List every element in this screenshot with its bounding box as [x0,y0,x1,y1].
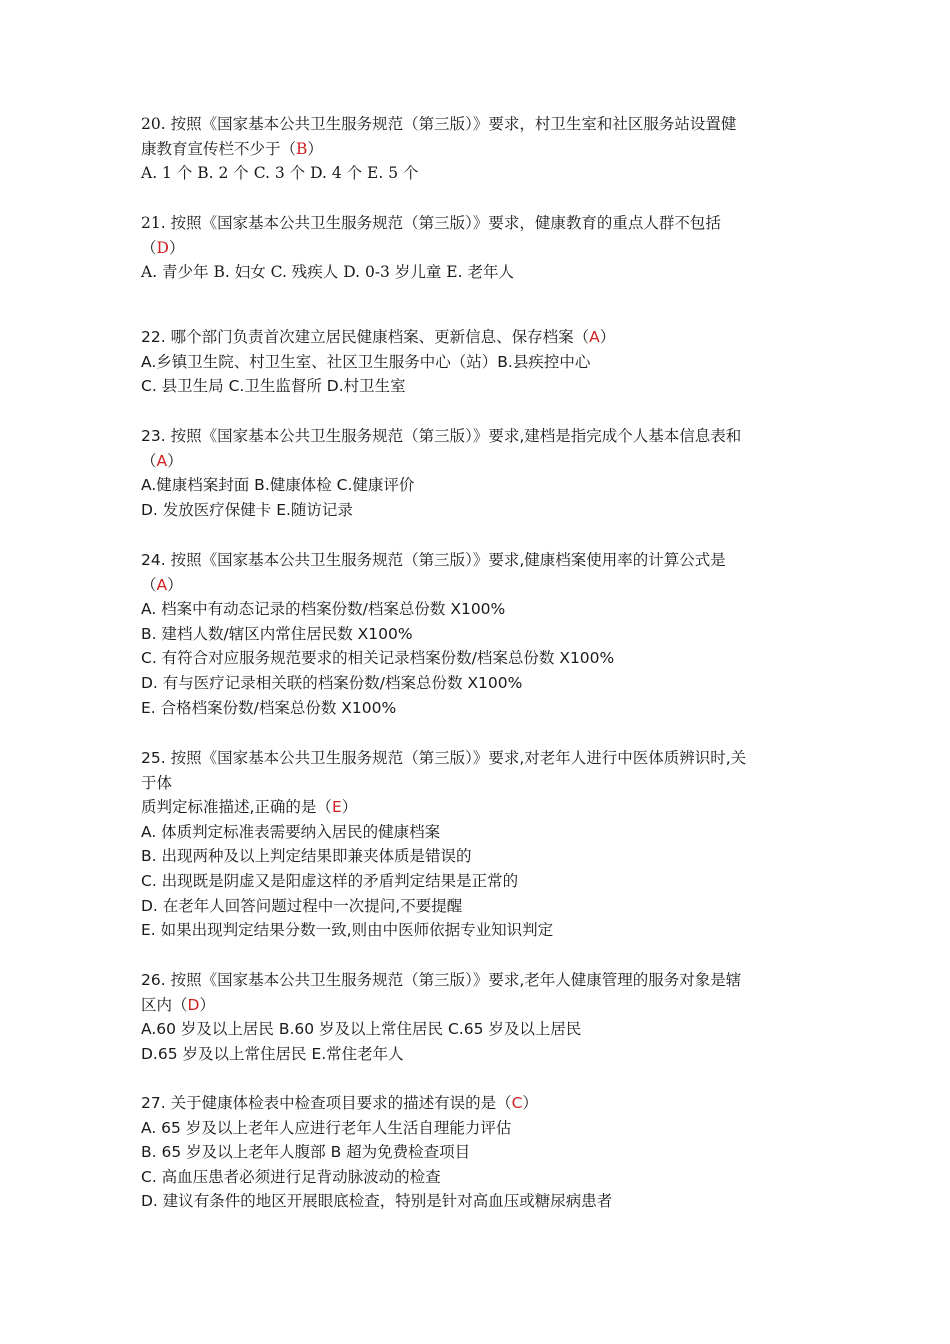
question-20 [141,112,813,186]
option-line: A.60 岁及以上居民 B.60 岁及以上常住居民 C.65 岁及以上居民 [141,1020,582,1039]
question-22 [141,325,813,399]
answer-key: E [331,798,342,817]
option-line: C. 县卫生局 C.卫生监督所 D.村卫生室 [141,377,406,396]
option-line: C. 有符合对应服务规范要求的相关记录档案份数/档案总份数 X100% [141,649,615,668]
answer-key: D [156,238,169,257]
question-stem-line: 于体 [141,773,173,792]
question-stem-line: 区内（D） [141,995,215,1014]
question-stem-line: 21. 按照《国家基本公共卫生服务规范（第三版）》要求，健康教育的重点人群不包括 [141,214,721,232]
question-stem-line: 质判定标准描述,正确的是（E） [141,798,358,817]
option-line: D.65 岁及以上常住居民 E.常住老年人 [141,1044,404,1063]
question-23 [141,424,813,522]
option-line: E. 如果出现判定结果分数一致,则由中医师依据专业知识判定 [141,921,554,940]
question-stem-line: 24. 按照《国家基本公共卫生服务规范（第三版）》要求,健康档案使用率的计算公式是 [141,551,726,569]
question-21 [141,211,813,285]
option-line: B. 出现两种及以上判定结果即兼夹体质是错误的 [141,847,472,866]
option-line: A.乡镇卫生院、村卫生室、社区卫生服务中心（站）B.县疾控中心 [141,352,591,371]
question-stem-line: （A） [141,451,183,470]
option-line: A. 档案中有动态记录的档案份数/档案总份数 X100% [141,600,506,619]
answer-key: A [589,328,600,346]
option-line: C. 出现既是阴虚又是阳虚这样的矛盾判定结果是正常的 [141,871,519,890]
question-stem-line: （D） [141,238,185,257]
question-stem-line: 23. 按照《国家基本公共卫生服务规范（第三版）》要求,建档是指完成个人基本信息表和 [141,427,742,445]
question-26 [141,968,813,1066]
option-line: E. 合格档案份数/档案总份数 X100% [141,698,397,717]
question-stem-line: 22. 哪个部门负责首次建立居民健康档案、更新信息、保存档案（A） [141,328,616,346]
option-line: D. 发放医疗保健卡 E.随访记录 [141,500,353,519]
option-line: A.健康档案封面 B.健康体检 C.健康评价 [141,476,415,495]
answer-key: B [296,139,308,158]
option-line: A. 1 个 B. 2 个 C. 3 个 D. 4 个 E. 5 个 [141,164,419,183]
answer-key: A [156,451,168,470]
option-line: C. 高血压患者必须进行足背动脉波动的检查 [141,1167,441,1186]
question-stem-line: （A） [141,575,183,594]
option-line: A. 体质判定标准表需要纳入居民的健康档案 [141,822,441,841]
option-line: D. 有与医疗记录相关联的档案份数/档案总份数 X100% [141,673,523,692]
answer-key: A [156,575,168,594]
question-27 [141,1091,813,1214]
option-line: A. 65 岁及以上老年人应进行老年人生活自理能力评估 [141,1118,512,1137]
question-25 [141,746,813,943]
answer-key: C [511,1094,523,1112]
option-line: B. 65 岁及以上老年人腹部 B 超为免费检查项目 [141,1143,471,1162]
question-stem-line: 25. 按照《国家基本公共卫生服务规范（第三版）》要求,对老年人进行中医体质辨识时,关 [141,749,747,767]
option-line: A. 青少年 B. 妇女 C. 残疾人 D. 0-3 岁儿童 E. 老年人 [141,263,514,282]
answer-key: D [187,995,200,1014]
option-line: B. 建档人数/辖区内常住居民数 X100% [141,624,413,643]
question-stem-line: 康教育宣传栏不少于（B） [141,139,323,158]
question-24 [141,548,813,720]
question-stem-line: 26. 按照《国家基本公共卫生服务规范（第三版）》要求,老年人健康管理的服务对象是辖 [141,971,742,989]
question-stem-line: 20. 按照《国家基本公共卫生服务规范（第三版）》要求，村卫生室和社区服务站设置健 [141,115,737,133]
question-stem-line: 27. 关于健康体检表中检查项目要求的描述有误的是（C） [141,1094,538,1112]
option-line: D. 建议有条件的地区开展眼底检查，特别是针对高血压或糖尿病患者 [141,1192,613,1211]
option-line: D. 在老年人回答问题过程中一次提问,不要提醒 [141,896,463,915]
